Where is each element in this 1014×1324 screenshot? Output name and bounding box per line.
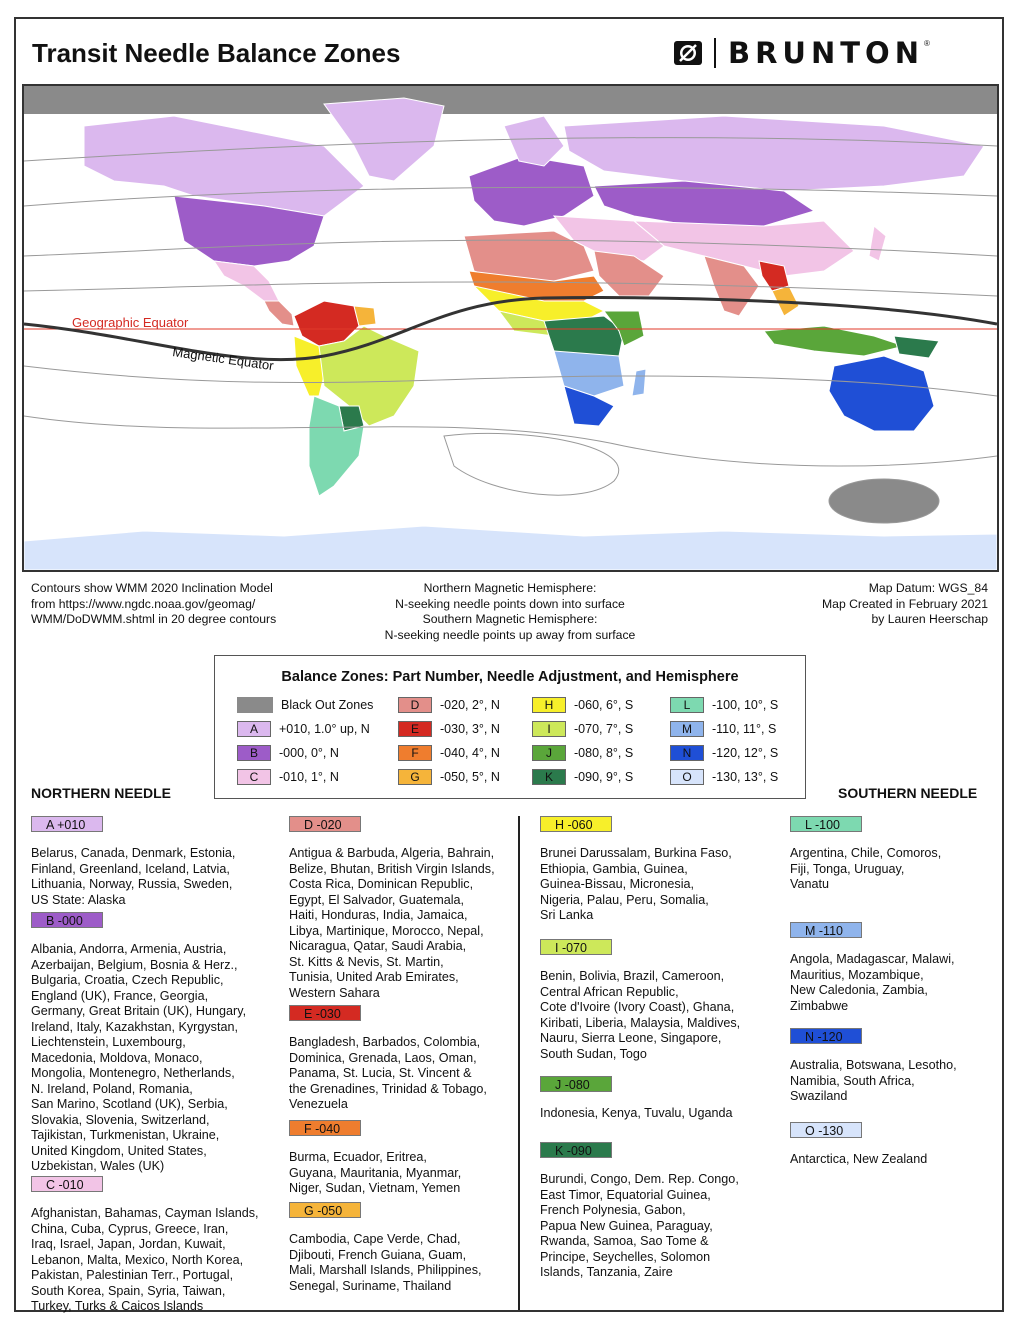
page-title: Transit Needle Balance Zones bbox=[32, 38, 401, 68]
russia-region bbox=[564, 116, 984, 191]
zone-badge: K -090 bbox=[540, 1142, 612, 1158]
brand-logo bbox=[672, 36, 930, 70]
legend-swatch: O bbox=[670, 769, 704, 785]
contour-line bbox=[444, 433, 619, 495]
indonesia-region bbox=[764, 326, 904, 356]
legend-label: -090, 9°, S bbox=[574, 770, 634, 784]
legend-swatch: B bbox=[237, 745, 271, 761]
zone-country-list: Indonesia, Kenya, Tuvalu, Uganda bbox=[540, 1106, 733, 1120]
hemisphere-note: Northern Magnetic Hemisphere: N-seeking needle points down into surface Southern Magnetic Hemisphere: N-seeking needle points up away from surface bbox=[384, 581, 636, 642]
world-map bbox=[22, 84, 999, 572]
legend-label: -010, 1°, N bbox=[279, 770, 339, 784]
legend-item bbox=[670, 768, 778, 786]
zone-badge: E -030 bbox=[289, 1005, 361, 1021]
zone-country-list: Cambodia, Cape Verde, Chad, Djibouti, French Guiana, Guam, Mali, Marshall Islands, Philippines, Senegal, Suriname, Thailand bbox=[289, 1232, 482, 1293]
balance-zones-legend bbox=[214, 655, 806, 799]
legend-item bbox=[532, 696, 633, 714]
zone-badge: M -110 bbox=[790, 922, 862, 938]
arabia-region bbox=[594, 251, 664, 296]
magnetic-equator-label: Magnetic Equator bbox=[171, 344, 275, 374]
legend-title: Balance Zones: Part Number, Needle Adjustment, and Hemisphere bbox=[281, 669, 739, 685]
zone-block bbox=[790, 1028, 957, 1105]
southern-blackout-zone bbox=[829, 479, 939, 523]
compass-logo-icon bbox=[672, 37, 704, 69]
legend-swatch: K bbox=[532, 769, 566, 785]
legend-item bbox=[398, 744, 500, 762]
zone-block bbox=[289, 816, 495, 1001]
map-datum-note: Map Datum: WGS_84 Map Created in February 2021 by Lauren Heerschap bbox=[822, 581, 988, 626]
legend-label: -070, 7°, S bbox=[574, 722, 634, 736]
zone-block bbox=[31, 912, 246, 1175]
zone-country-list: Afghanistan, Bahamas, Cayman Islands, China, Cuba, Cyprus, Greece, Iran, Iraq, Israel, Japan, Jordan, Kuwait, Lebanon, Malta, Mexico, North Korea, Pakistan, Palestinian Terr., Portugal, South Korea, Spain, Syria, Taiwan, Turkey, Turks & Caicos Islands bbox=[31, 1206, 259, 1313]
legend-label: -040, 4°, N bbox=[440, 746, 500, 760]
legend-label: -050, 5°, N bbox=[440, 770, 500, 784]
zone-badge: G -050 bbox=[289, 1202, 361, 1218]
contour-source-note: Contours show WMM 2020 Inclination Model from https://www.ngdc.noaa.gov/geomag/ WMM/DoDWMM.shtml in 20 degree contours bbox=[31, 581, 277, 626]
legend-label: -020, 2°, N bbox=[440, 698, 500, 712]
legend-swatch: I bbox=[532, 721, 566, 737]
legend-item bbox=[670, 744, 778, 762]
legend-item bbox=[670, 720, 776, 738]
legend-label: Black Out Zones bbox=[281, 698, 374, 712]
legend-swatch: H bbox=[532, 697, 566, 713]
png-region bbox=[894, 336, 939, 358]
legend-swatch bbox=[237, 697, 273, 713]
zone-country-list: Antarctica, New Zealand bbox=[790, 1152, 928, 1166]
zone-block bbox=[289, 1202, 482, 1294]
canada-region bbox=[84, 116, 364, 216]
legend-label: -000, 0°, N bbox=[279, 746, 339, 760]
zone-country-list: Angola, Madagascar, Malawi, Mauritius, Mozambique, New Caledonia, Zambia, Zimbabwe bbox=[790, 952, 955, 1013]
legend-label: -110, 11°, S bbox=[712, 722, 777, 736]
legend-item bbox=[532, 768, 633, 786]
registered-mark: ® bbox=[923, 38, 930, 48]
zone-block bbox=[31, 1176, 259, 1315]
legend-item bbox=[237, 696, 373, 714]
zone-country-list: Argentina, Chile, Comoros, Fiji, Tonga, Uruguay, Vanatu bbox=[790, 846, 942, 891]
brand-separator bbox=[714, 38, 716, 68]
zone-badge: L -100 bbox=[790, 816, 862, 832]
mexico-region bbox=[214, 261, 279, 301]
madagascar-region bbox=[632, 369, 646, 396]
map-canvas bbox=[24, 86, 997, 570]
legend-item bbox=[398, 768, 500, 786]
scandinavia-region bbox=[504, 116, 564, 166]
legend-item bbox=[532, 744, 633, 762]
legend-swatch: G bbox=[398, 769, 432, 785]
southern-needle-heading: SOUTHERN NEEDLE bbox=[838, 785, 978, 801]
legend-label: -060, 6°, S bbox=[574, 698, 634, 712]
zone-block bbox=[540, 816, 732, 924]
zone-block bbox=[540, 939, 740, 1062]
legend-label: -120, 12°, S bbox=[712, 746, 779, 760]
legend-label: -130, 13°, S bbox=[712, 770, 779, 784]
legend-swatch: M bbox=[670, 721, 704, 737]
antarctica-region bbox=[24, 526, 997, 570]
zone-badge: F -040 bbox=[289, 1120, 361, 1136]
zone-country-list: Burundi, Congo, Dem. Rep. Congo, East Timor, Equatorial Guinea, French Polynesia, Gabon, Papua New Guinea, Paraguay, Rwanda, Samoa, Sao Tome & Principe, Seychelles, Solomon Islands, Tanzania, Zaire bbox=[540, 1172, 739, 1279]
legend-item bbox=[237, 768, 339, 786]
legend-swatch: L bbox=[670, 697, 704, 713]
legend-swatch: J bbox=[532, 745, 566, 761]
zone-block bbox=[790, 816, 941, 893]
zone-badge: A +010 bbox=[31, 816, 103, 832]
central-america-region bbox=[264, 301, 294, 326]
contour-line bbox=[24, 416, 997, 466]
legend-label: +010, 1.0° up, N bbox=[279, 722, 370, 736]
zone-country-list: Benin, Bolivia, Brazil, Cameroon, Central African Republic, Cote d'Ivoire (Ivory Coast), Ghana, Kiribati, Liberia, Malaysia, Maldives, Nauru, Sierra Leone, Singapore, South Sudan, Togo bbox=[540, 969, 741, 1061]
zone-badge: O -130 bbox=[790, 1122, 862, 1138]
japan-region bbox=[869, 226, 886, 261]
zone-block bbox=[790, 922, 955, 1014]
legend-label: -030, 3°, N bbox=[440, 722, 500, 736]
zone-country-list: Australia, Botswana, Lesotho, Namibia, South Africa, Swaziland bbox=[790, 1058, 957, 1103]
legend-item bbox=[398, 696, 500, 714]
zone-block bbox=[289, 1120, 461, 1197]
legend-item bbox=[237, 744, 339, 762]
australia-region bbox=[829, 356, 934, 431]
zone-block bbox=[540, 1142, 739, 1281]
zone-country-list: Burma, Ecuador, Eritrea, Guyana, Mauritania, Myanmar, Niger, Sudan, Vietnam, Yemen bbox=[289, 1150, 462, 1195]
zone-block bbox=[540, 1076, 733, 1122]
zone-country-list: Brunei Darussalam, Burkina Faso, Ethiopia, Gambia, Guinea, Guinea-Bissau, Micronesia, Nigeria, Palau, Peru, Somalia, Sri Lanka bbox=[540, 846, 732, 922]
legend-swatch: D bbox=[398, 697, 432, 713]
legend-swatch: N bbox=[670, 745, 704, 761]
legend-item bbox=[398, 720, 500, 738]
legend-swatch: A bbox=[237, 721, 271, 737]
legend-swatch: E bbox=[398, 721, 432, 737]
zone-country-list: Belarus, Canada, Denmark, Estonia, Finland, Greenland, Iceland, Latvia, Lithuania, Norway, Russia, Sweden, US State: Alaska bbox=[31, 846, 236, 907]
legend-swatch: F bbox=[398, 745, 432, 761]
legend-label: -100, 10°, S bbox=[712, 698, 779, 712]
northern-needle-heading: NORTHERN NEEDLE bbox=[31, 785, 172, 801]
legend-item bbox=[532, 720, 633, 738]
zone-badge: D -020 bbox=[289, 816, 361, 832]
zone-country-list: Antigua & Barbuda, Algeria, Bahrain, Belize, Bhutan, British Virgin Islands, Costa Rica, Dominican Republic, Egypt, El Salvador, Guatemala, Haiti, Honduras, India, Jamaica, Libya, Martinique, Morocco, Nepal, Nicaragua, Qatar, Saudi Arabia, St. Kitts & Nevis, St. Martin, Tunisia, United Arab Emirates, Western Sahara bbox=[289, 846, 495, 1000]
legend-item bbox=[670, 696, 778, 714]
zone-badge: N -120 bbox=[790, 1028, 862, 1044]
zone-badge: H -060 bbox=[540, 816, 612, 832]
arctic-blackout-zone bbox=[24, 86, 997, 114]
zone-badge: B -000 bbox=[31, 912, 103, 928]
zone-badge: C -010 bbox=[31, 1176, 103, 1192]
legend-label: -080, 8°, S bbox=[574, 746, 634, 760]
geographic-equator-label: Geographic Equator bbox=[72, 315, 189, 330]
zone-badge: J -080 bbox=[540, 1076, 612, 1092]
zone-block bbox=[31, 816, 235, 908]
legend-item bbox=[237, 720, 370, 738]
zone-country-list: Bangladesh, Barbados, Colombia, Dominica, Grenada, Laos, Oman, Panama, St. Lucia, St. Vincent & the Grenadines, Trinidad & Tobago, Venezuela bbox=[289, 1035, 487, 1111]
europe-region bbox=[469, 156, 594, 226]
zone-country-list: Albania, Andorra, Armenia, Austria, Azerbaijan, Belgium, Bosnia & Herz., Bulgaria, Croatia, Czech Republic, England (UK), France, Georgia, Germany, Great Britain (UK), Hungary, Ireland, Italy, Kazakhstan, Kyrgystan, Liechtenstein, Luxembourg, Macedonia, Moldova, Monaco, Mongolia, Montenegro, Netherlands, N. Ireland, Poland, Romania, San Marino, Scotland (UK), Serbia, Slovakia, Slovenia, Switzerland, Tajikistan, Turkmenistan, Ukraine, United Kingdom, United States, Uzbekistan, Wales (UK) bbox=[31, 942, 247, 1173]
brand-name: BRUNTON bbox=[728, 36, 924, 70]
legend-swatch: C bbox=[237, 769, 271, 785]
column-divider bbox=[518, 816, 520, 1310]
zone-block bbox=[289, 1005, 487, 1113]
zone-badge: I -070 bbox=[540, 939, 612, 955]
zone-block bbox=[790, 1122, 927, 1168]
